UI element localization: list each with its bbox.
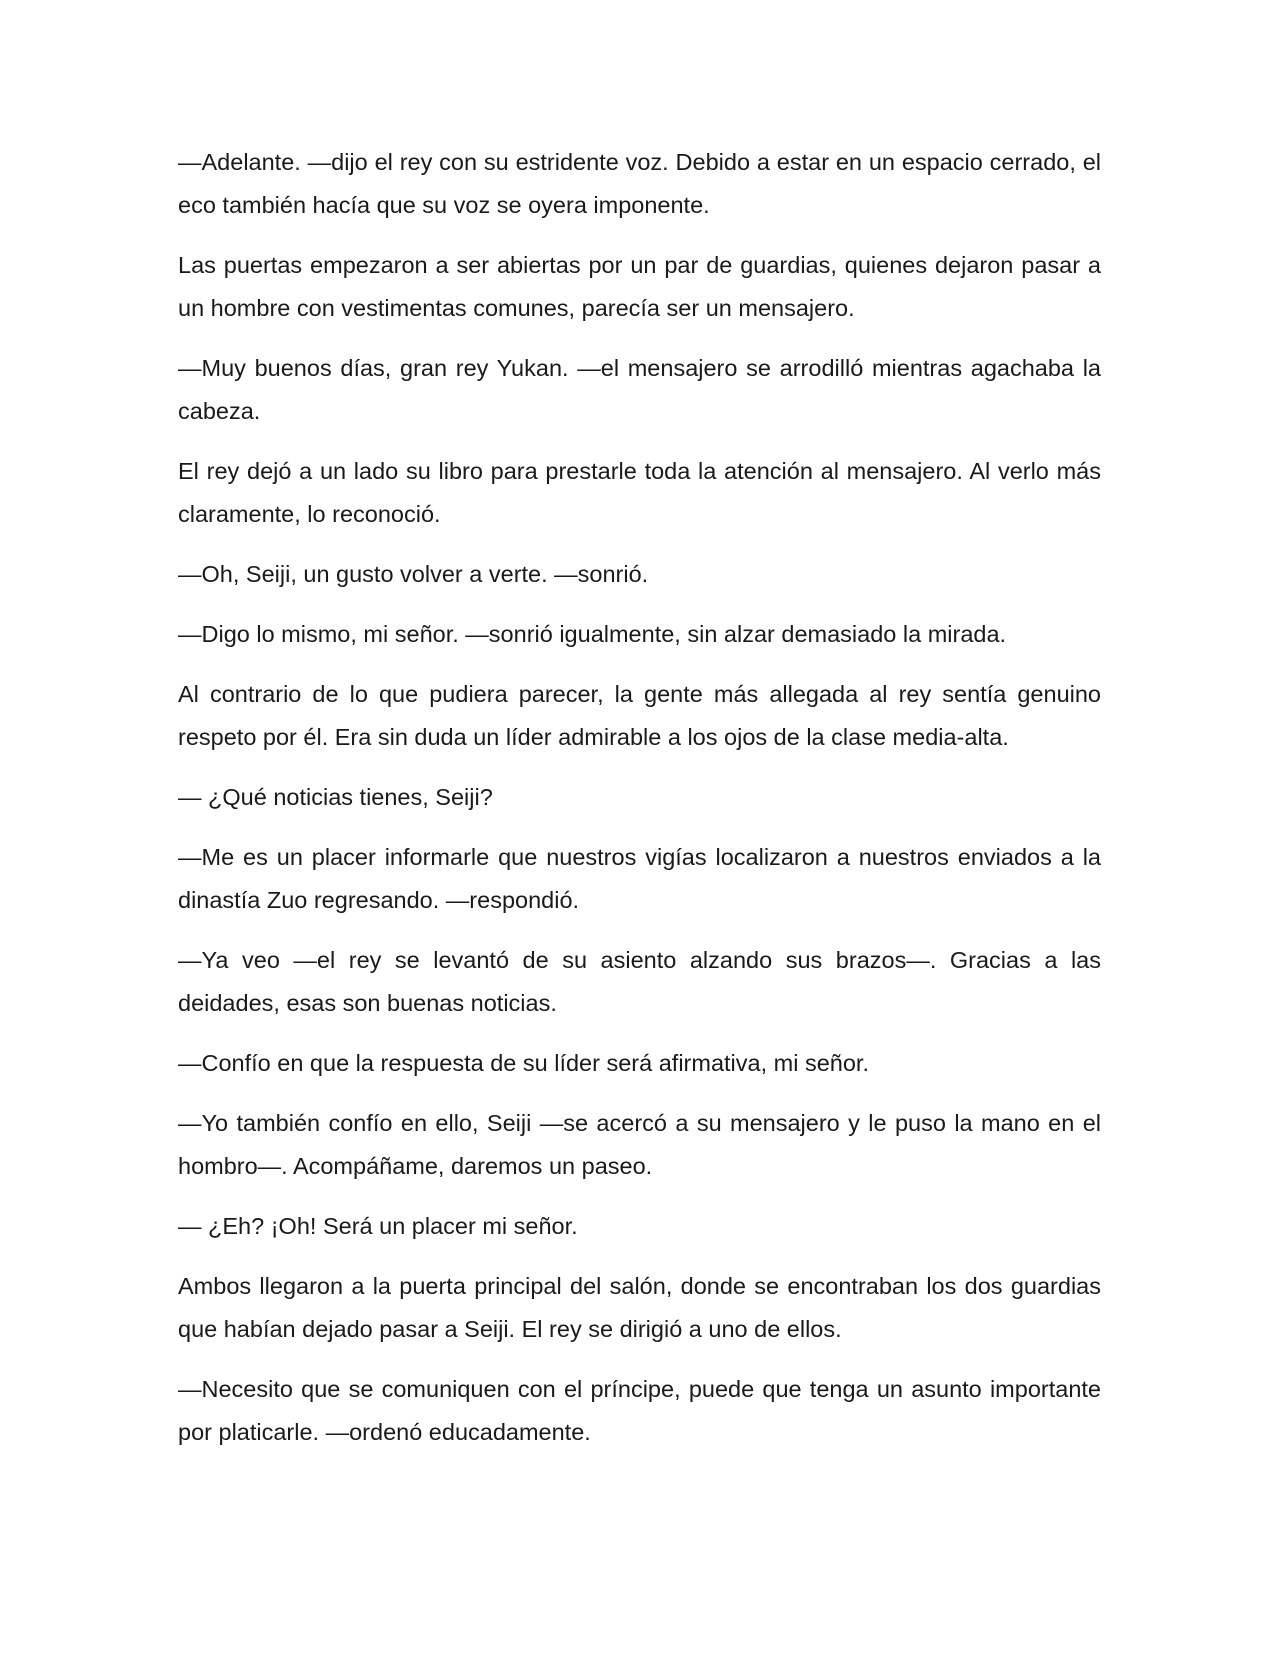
paragraph: —Oh, Seiji, un gusto volver a verte. —sonrió.	[178, 561, 649, 587]
paragraph: —Muy buenos días, gran rey Yukan. —el mensajero se arrodilló mientras agachaba la cabeza.	[178, 355, 1101, 424]
paragraph: —Confío en que la respuesta de su líder será afirmativa, mi señor.	[178, 1050, 869, 1076]
paragraph: — ¿Qué noticias tienes, Seiji?	[178, 784, 493, 810]
paragraph: Ambos llegaron a la puerta principal del salón, donde se encontraban los dos guardias que habían dejado pasar a Seiji. El rey se dirigió a uno de ellos.	[178, 1273, 1101, 1342]
paragraph: —Ya veo —el rey se levantó de su asiento alzando sus brazos—. Gracias a las deidades, esas son buenas noticias.	[178, 947, 1101, 1016]
paragraph: —Adelante. —dijo el rey con su estridente voz. Debido a estar en un espacio cerrado, el eco también hacía que su voz se oyera imponente.	[178, 149, 1101, 218]
paragraph: — ¿Eh? ¡Oh! Será un placer mi señor.	[178, 1213, 578, 1239]
paragraph: —Digo lo mismo, mi señor. —sonrió igualmente, sin alzar demasiado la mirada.	[178, 621, 1007, 647]
paragraph: El rey dejó a un lado su libro para prestarle toda la atención al mensajero. Al verlo más claramente, lo reconoció.	[178, 458, 1101, 527]
document-body	[178, 141, 1101, 1471]
paragraph: Las puertas empezaron a ser abiertas por un par de guardias, quienes dejaron pasar a un hombre con vestimentas comunes, parecía ser un mensajero.	[178, 252, 1101, 321]
paragraph: —Me es un placer informarle que nuestros vigías localizaron a nuestros enviados a la dinastía Zuo regresando. —respondió.	[178, 844, 1101, 913]
paragraph: Al contrario de lo que pudiera parecer, la gente más allegada al rey sentía genuino respeto por él. Era sin duda un líder admirable a los ojos de la clase media-alta.	[178, 681, 1101, 750]
paragraph: —Yo también confío en ello, Seiji —se acercó a su mensajero y le puso la mano en el hombro—. Acompáñame, daremos un paseo.	[178, 1110, 1101, 1179]
paragraph: —Necesito que se comuniquen con el príncipe, puede que tenga un asunto importante por platicarle. —ordenó educadamente.	[178, 1376, 1101, 1445]
